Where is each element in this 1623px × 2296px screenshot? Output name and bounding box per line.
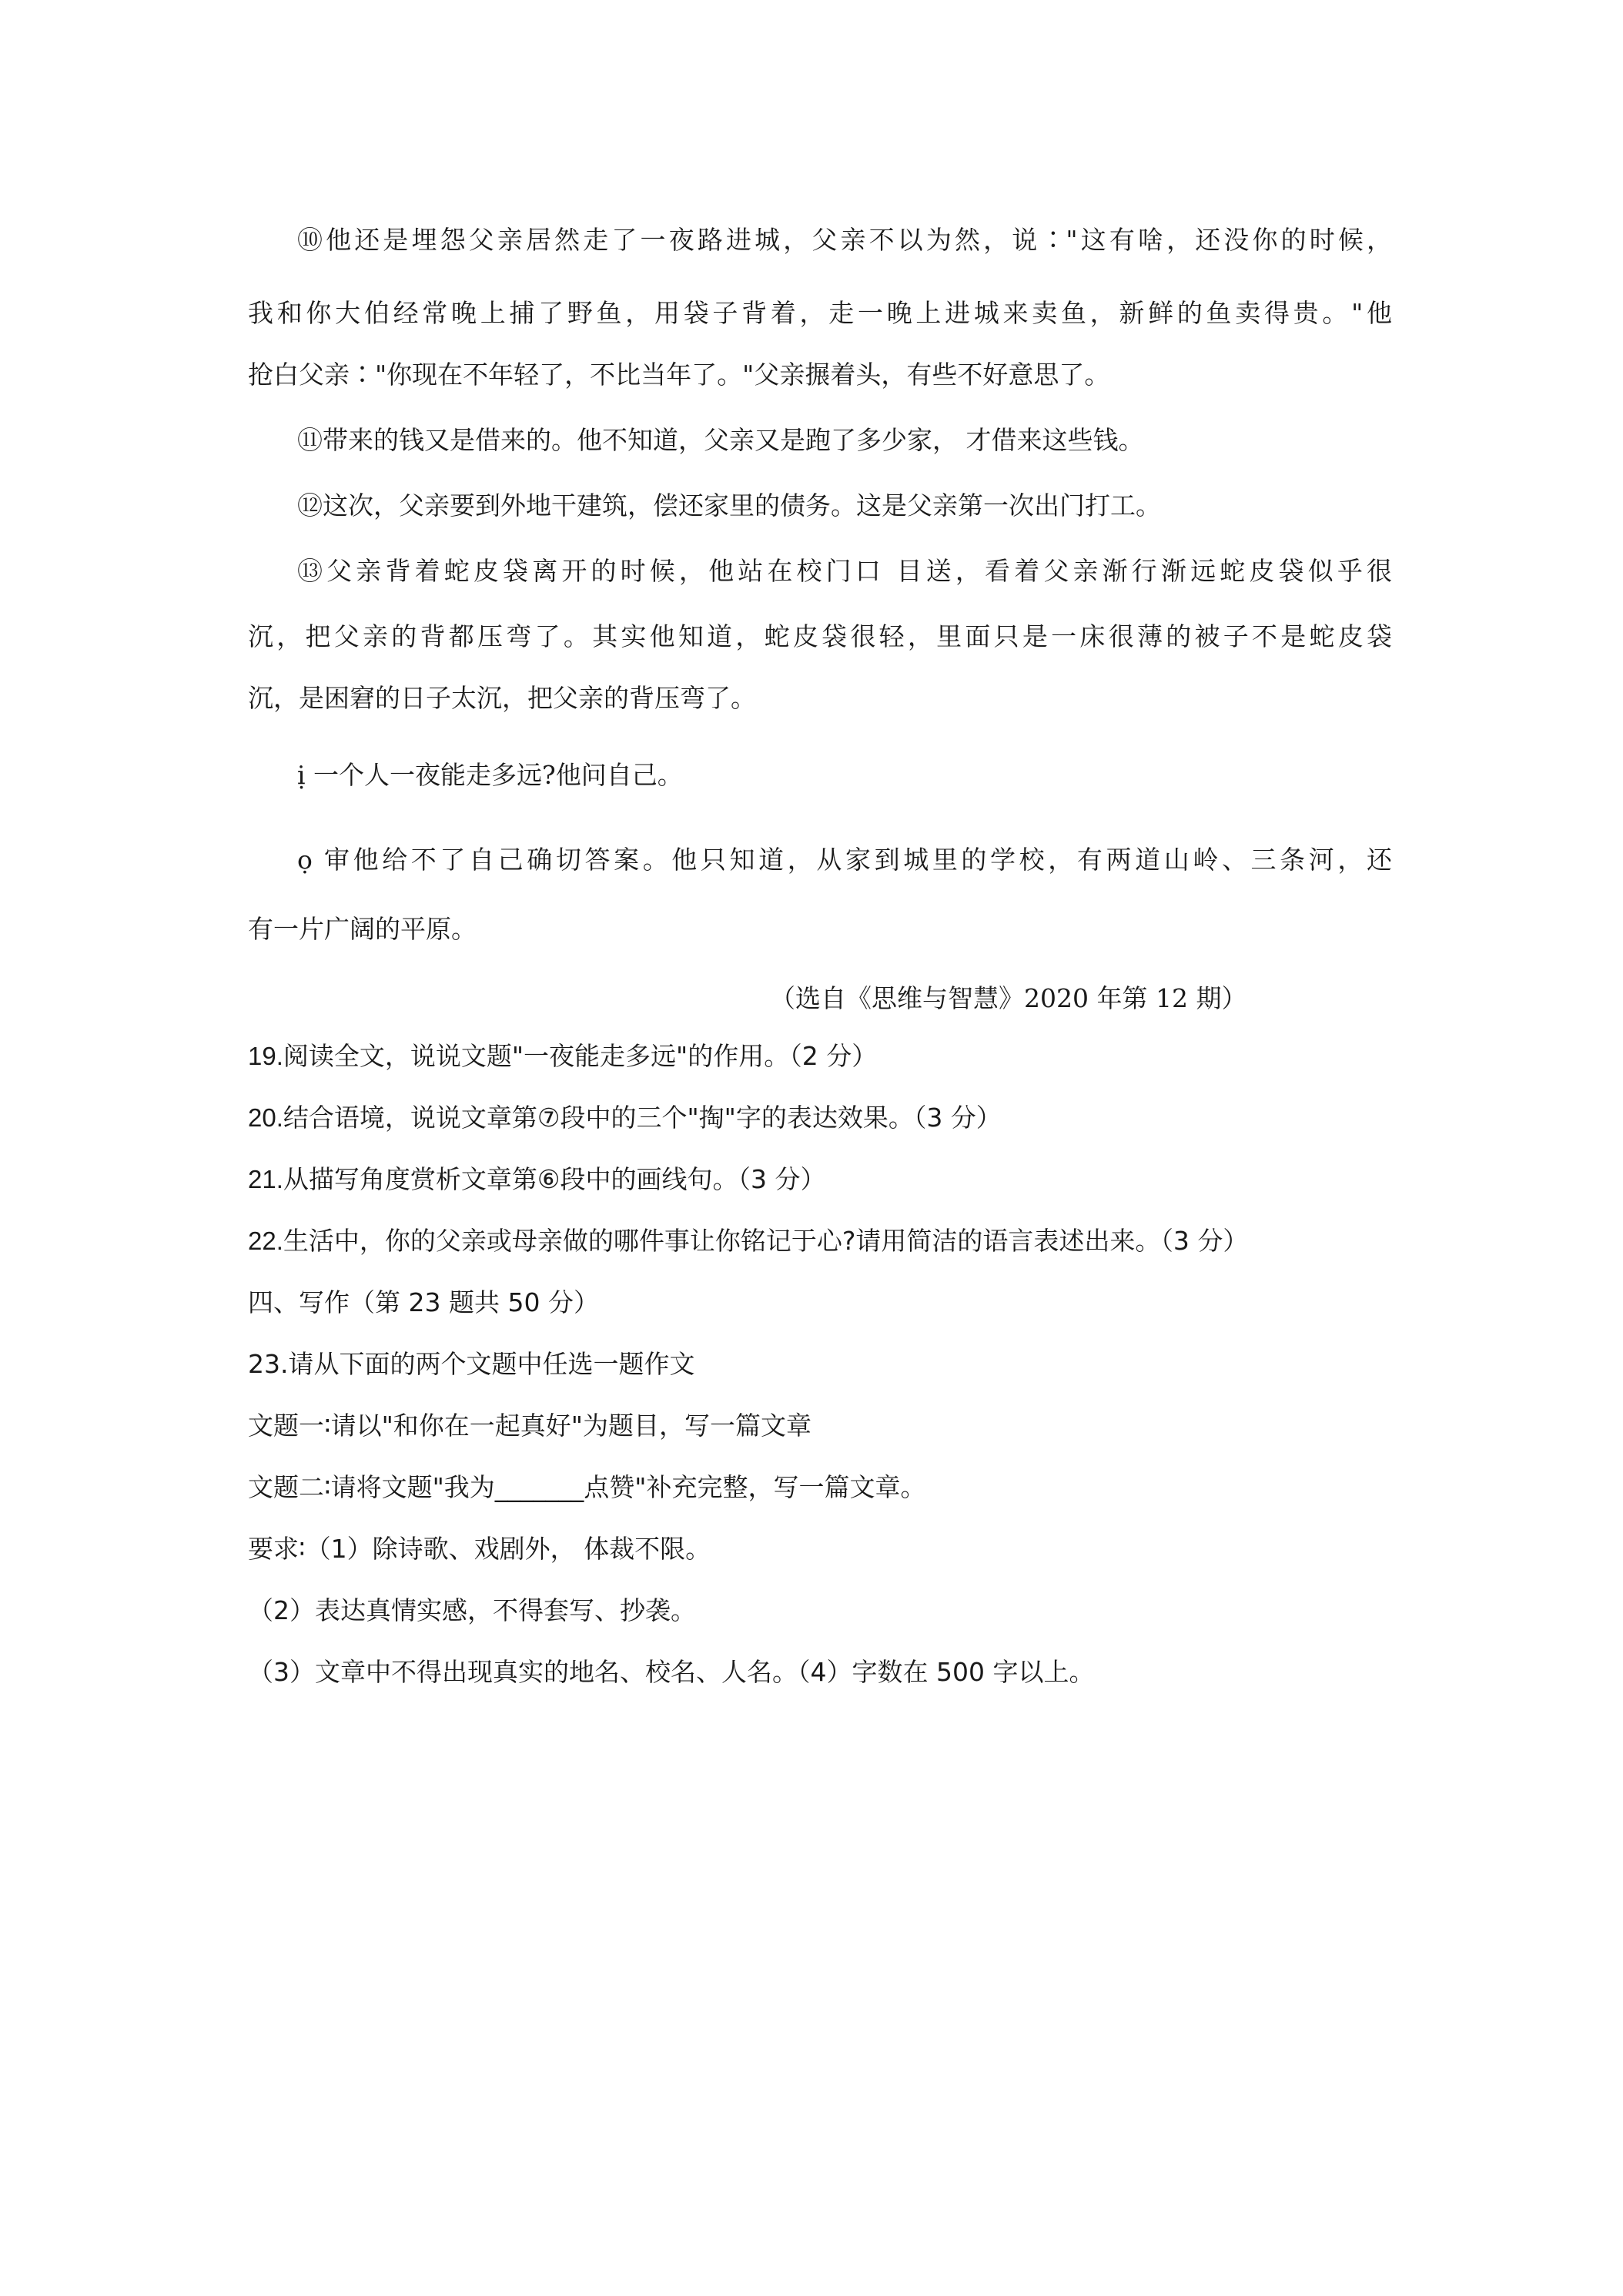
paragraph-13-line-2: 沉，把父亲的背都压弯了。其实他知道，蛇皮袋很轻，里面只是一床很薄的被子不是蛇皮袋 (248, 621, 1392, 651)
question-22 (248, 1224, 1392, 1258)
topic-two: 文题二∶请将文题"我为_______点赞"补充完整，写一篇文章。 (248, 1472, 926, 1502)
question-number: 21. (248, 1165, 283, 1193)
question-text: 生活中，你的父亲或母亲做的哪件事让你铭记于心?请用简洁的语言表述出来。（3 分） (283, 1226, 1249, 1256)
paragraph-10-line-3: 抢白父亲∶"你现在不年轻了，不比当年了。"父亲搌着头，有些不好意思了。 (248, 360, 1110, 390)
requirement-1: 要求∶（1）除诗歌、戏剧外， 体裁不限。 (248, 1534, 711, 1564)
paragraph-15-line-2: 有一片广阔的平原。 (248, 914, 477, 944)
question-text: 结合语境，说说文章第⑦段中的三个"掏"字的表达效果。（3 分） (283, 1103, 1002, 1133)
requirement-3-4: （3）文章中不得出现真实的地名、校名、人名。（4）字数在 500 字以上。 (248, 1657, 1095, 1687)
paragraph-11: ⑪带来的钱又是借来的。他不知道，父亲又是跑了多少家， 才借来这些钱。 (297, 425, 1144, 455)
paragraph-13-line-3: 沉，是困窘的日子太沉，把父亲的背压弯了。 (248, 683, 756, 713)
question-number: 19. (248, 1042, 283, 1070)
topic-one: 文题一∶请以"和你在一起真好"为题目，写一篇文章 (248, 1411, 812, 1441)
source-citation: （选自《思维与智慧》2020 年第 12 期） (770, 983, 1247, 1013)
paragraph-14: ị 一个人一夜能走多远?他问自己。 (297, 760, 683, 790)
paragraph-13-line-1: ⑬父亲背着蛇皮袋离开的时候，他站在校门口 目送，看着父亲渐行渐远蛇皮袋似乎很 (297, 556, 1392, 586)
writing-section-heading: 四、写作（第 23 题共 50 分） (248, 1287, 599, 1317)
question-21 (248, 1163, 1392, 1197)
paragraph-10-line-1: ⑩他还是埋怨父亲居然走了一夜路进城，父亲不以为然，说∶"这有啥，还没你的时候， (297, 225, 1392, 255)
requirement-2: （2）表达真情实感，不得套写、抄袭。 (248, 1595, 696, 1625)
question-19 (248, 1039, 1392, 1073)
question-23: 23.请从下面的两个文题中任选一题作文 (248, 1349, 695, 1379)
question-number: 20. (248, 1103, 283, 1132)
question-20 (248, 1101, 1392, 1135)
paragraph-15-line-1: ọ 审他给不了自己确切答案。他只知道，从家到城里的学校，有两道山岭、三条河，还 (297, 845, 1392, 875)
question-text: 阅读全文，说说文题"一夜能走多远"的作用。（2 分） (283, 1041, 878, 1071)
question-text: 从描写角度赏析文章第⑥段中的画线句。（3 分） (283, 1164, 826, 1194)
question-number: 22. (248, 1227, 283, 1255)
paragraph-12: ⑫这次，父亲要到外地干建筑，偿还家里的债务。这是父亲第一次出门打工。 (297, 490, 1161, 520)
paragraph-10-line-2: 我和你大伯经常晚上捕了野鱼，用袋子背着，走一晚上进城来卖鱼，新鲜的鱼卖得贵。"他 (248, 298, 1392, 328)
